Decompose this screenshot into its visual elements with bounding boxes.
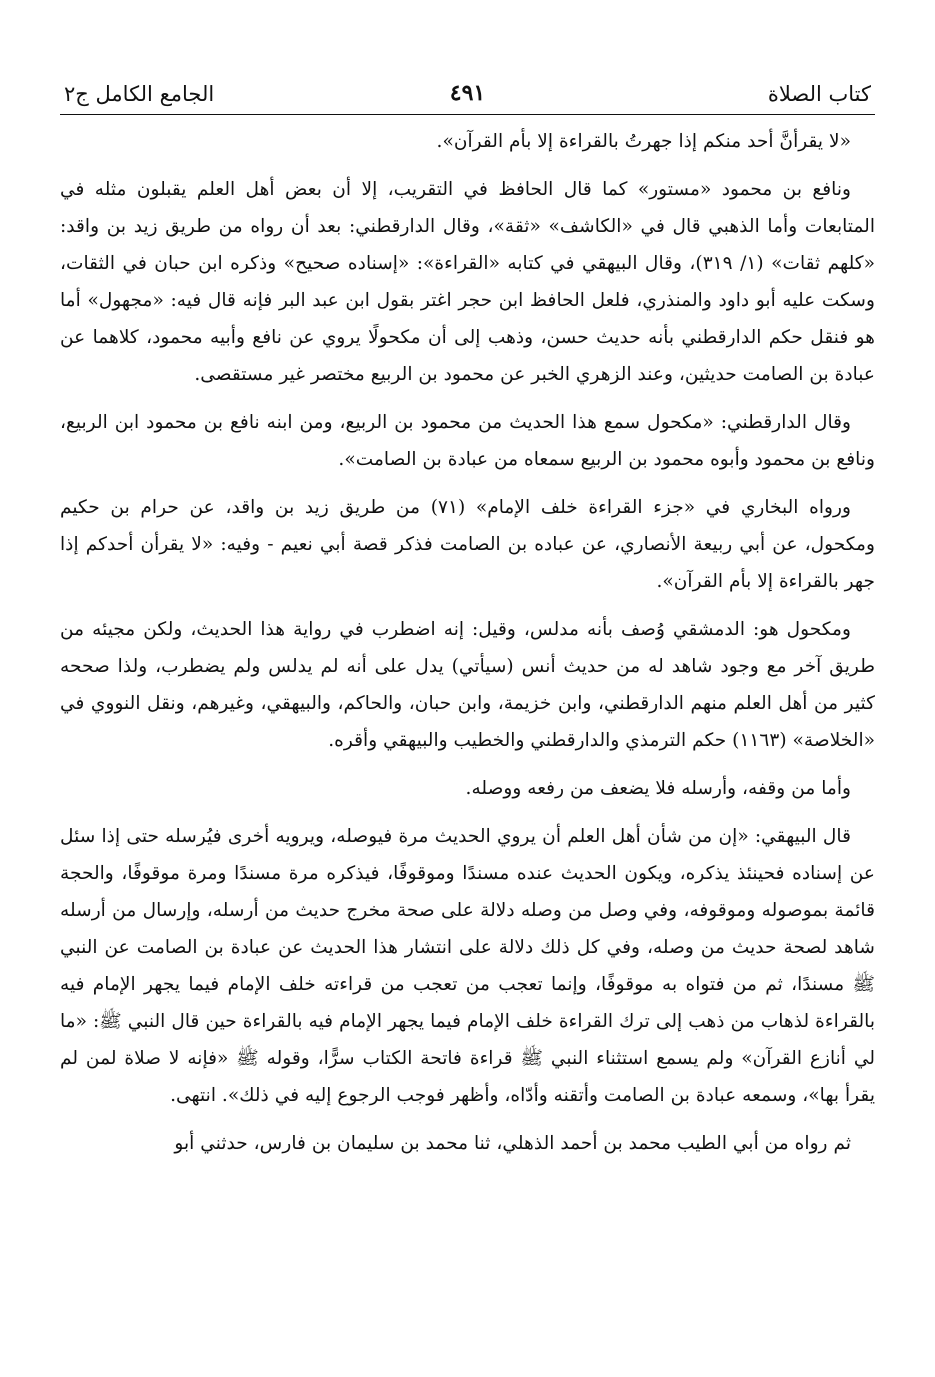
paragraph-bayhaqi-quote: قال البيهقي: «إن من شأن أهل العلم أن يروي الحديث مرة فيوصله، ويرويه أخرى فيُرسله حتى إذا سئل عن إسناده فحينئذ يذكره، ويكون الحديث عنده مسندًا وموقوفًا، فيذكره مرة مسندًا ومرة موقوفًا، والحجة قائمة بموصوله وموقوفه، وفي وصل من وصله دلالة على صحة مخرج حديث من أرسله، وإرسال من أرسله شاهد لصحة حديث من وصله، وفي كل ذلك دلالة على انتشار هذا الحديث عن عبادة بن الصامت عن النبي ﷺ مسندًا، ثم من فتواه به موقوفًا، وإنما تعجب من تعجب من قراءته خلف الإمام فيما يجهر الإمام فيه بالقراءة لذهاب من ذهب إلى ترك القراءة خلف الإمام فيما يجهر الإمام فيه بالقراءة حين قال النبي ﷺ: «ما لي أنازع القرآن» ولم يسمع استثناء النبي ﷺ قراءة فاتحة الكتاب سرًّا، وقوله ﷺ «فإنه لا صلاة لمن لم يقرأ بها»، وسمعه عبادة بن الصامت وأتقنه وأدّاه، وأظهر فوجب الرجوع إليه في ذلك». انتهى. <box>60 826 875 1106</box>
page-number: ٤٩١ <box>449 80 486 106</box>
paragraph-final-narration: ثم رواه من أبي الطيب محمد بن أحمد الذهلي، ثنا محمد بن سليمان بن فارس، حدثني أبو <box>174 1133 851 1154</box>
volume-title: الجامع الكامل ج٢ <box>64 82 215 106</box>
paragraph-hadith-quote: «لا يقرأنَّ أحد منكم إذا جهرتُ بالقراءة إلا بأم القرآن». <box>436 131 851 152</box>
paragraph-waqf-irsal: وأما من وقفه، وأرسله فلا يضعف من رفعه ووصله. <box>465 778 851 799</box>
running-header <box>60 70 875 115</box>
body-text <box>60 115 875 1162</box>
paragraph-nafi-ibn-mahmud: ونافع بن محمود «مستور» كما قال الحافظ في التقريب، إلا أن بعض أهل العلم يقبلون مثله في المتابعات وأما الذهبي قال في «الكاشف» «ثقة»، وقال الدارقطني: بعد أن رواه من طريق زيد بن واقد: «كلهم ثقات» (١/ ٣١٩)، وقال البيهقي في كتابه «القراءة»: «إسناده صحيح» وذكره ابن حبان في الثقات، وسكت عليه أبو داود والمنذري، فلعل الحافظ ابن حجر اغتر بقول ابن عبد البر فإنه قال فيه: «مجهول» أما هو فنقل حكم الدارقطني بأنه حديث حسن، وذهب إلى أن مكحولًا يروي عن نافع وأبيه محمود، كلاهما عن عبادة بن الصامت حديثين، وعند الزهري الخبر عن محمود بن الربيع مختصر غير مستقصى. <box>60 179 875 385</box>
book-page <box>60 70 875 1360</box>
book-title: كتاب الصلاة <box>767 82 871 106</box>
paragraph-daraqutni-quote: وقال الدارقطني: «مكحول سمع هذا الحديث من محمود بن الربيع، ومن ابنه نافع بن محمود ابن الربيع، ونافع بن محمود وأبوه محمود بن الربيع سمعاه من عبادة بن الصامت». <box>60 412 875 470</box>
paragraph-bukhari-narration: ورواه البخاري في «جزء القراءة خلف الإمام» (٧١) من طريق زيد بن واقد، عن حرام بن حكيم ومكحول، عن أبي ربيعة الأنصاري، عن عباده بن الصامت فذكر قصة أبي نعيم - وفيه: «لا يقرأن أحدكم إذا جهر بالقراءة إلا بأم القرآن». <box>60 497 875 592</box>
paragraph-makhul: ومكحول هو: الدمشقي وُصف بأنه مدلس، وقيل: إنه اضطرب في رواية هذا الحديث، ولكن مجيئه من طريق آخر مع وجود شاهد له من حديث أنس (سيأتي) يدل على أنه لم يدلس ولم يضطرب، ولذا صححه كثير من أهل العلم منهم الدارقطني، وابن خزيمة، وابن حبان، والحاكم، والبيهقي، وغيرهم، ونقل النووي في «الخلاصة» (١١٦٣) حكم الترمذي والدارقطني والخطيب والبيهقي وأقره. <box>60 619 875 751</box>
